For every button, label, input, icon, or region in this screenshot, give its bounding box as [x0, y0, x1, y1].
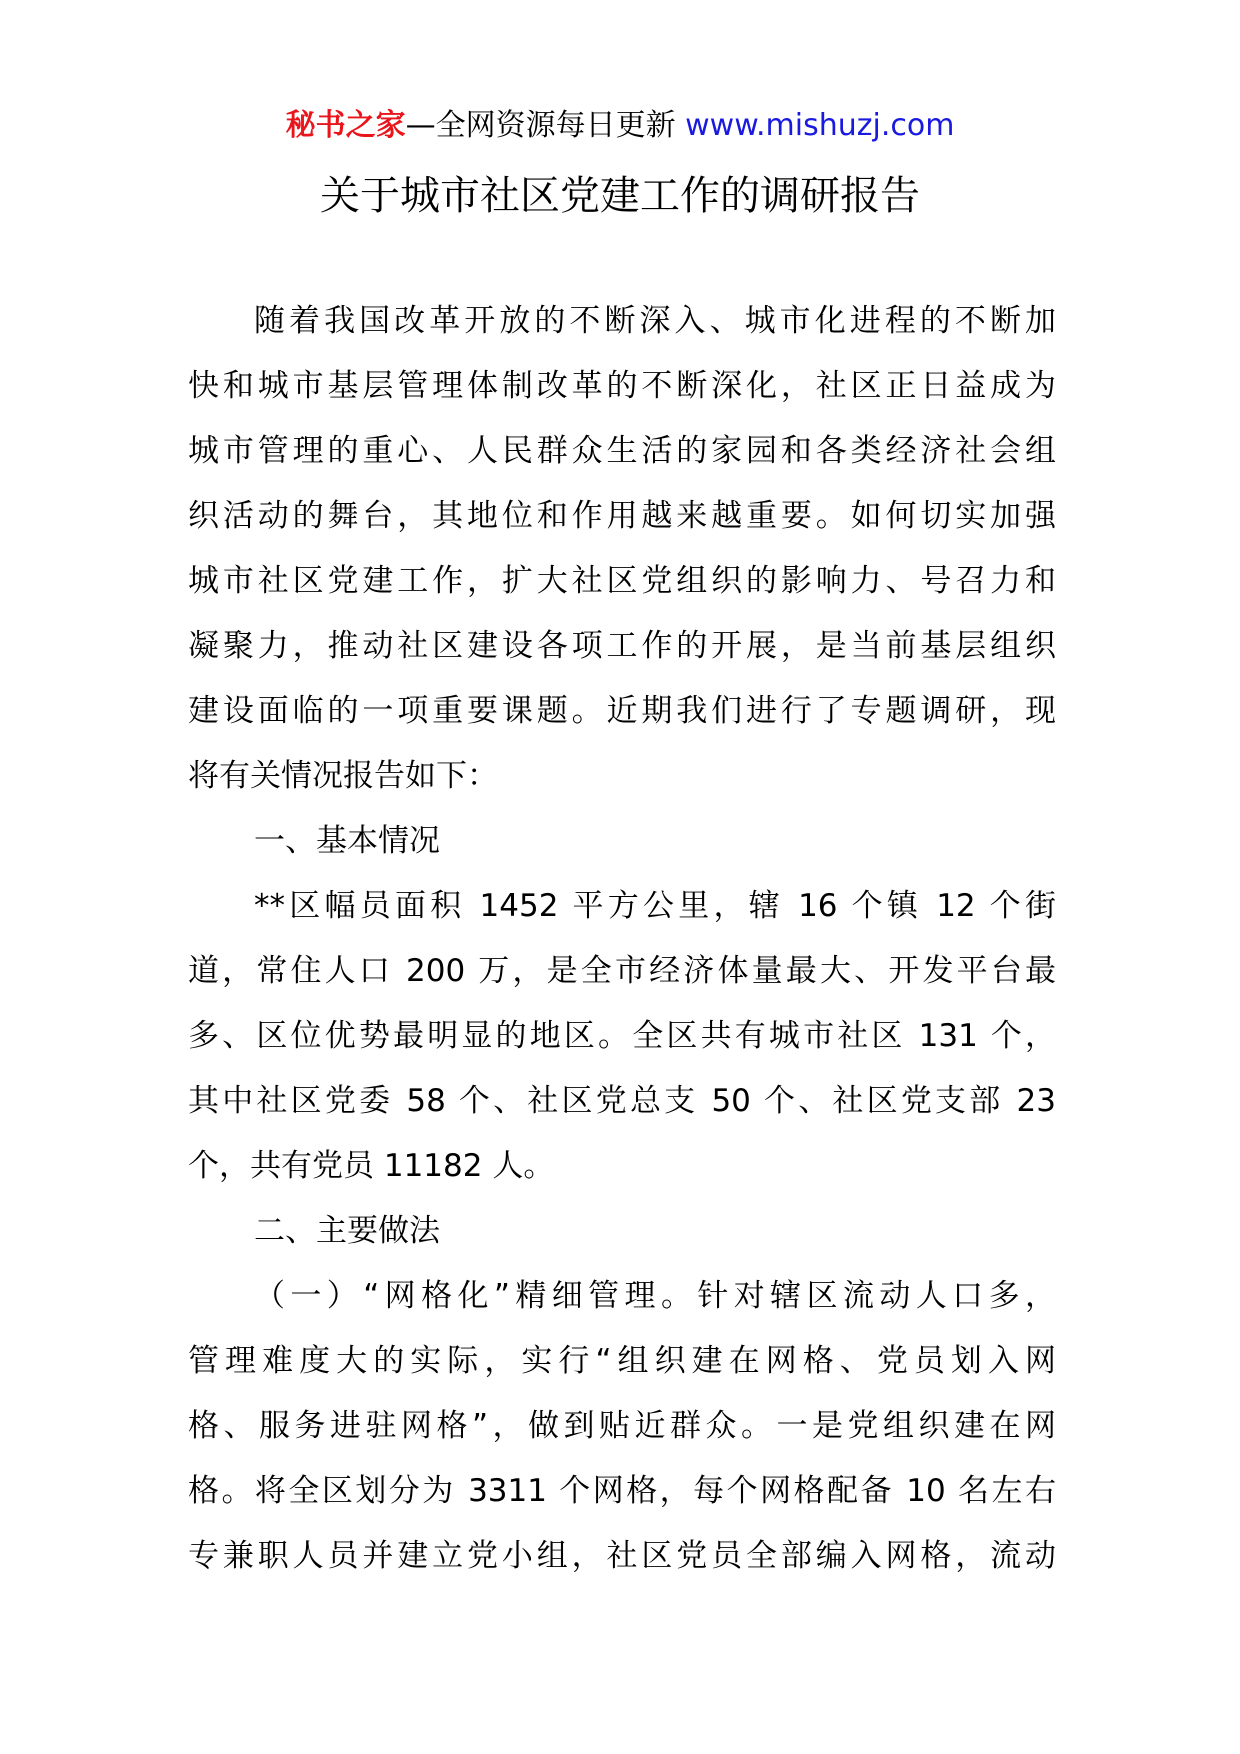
paragraph-line: 织活动的舞台，其地位和作用越来越重要。如何切实加强 [188, 498, 1056, 534]
paragraph-line: 城市社区党建工作，扩大社区党组织的影响力、号召力和 [188, 563, 1056, 599]
paragraph-line: 随着我国改革开放的不断深入、城市化进程的不断加 [254, 303, 1056, 339]
paragraph-line: （一）“网格化”精细管理。针对辖区流动人口多， [254, 1278, 1056, 1314]
paragraph-line: 将有关情况报告如下： [188, 758, 498, 794]
paragraph-line: 专兼职人员并建立党小组，社区党员全部编入网格，流动 [188, 1538, 1056, 1574]
paragraph-line: 个，共有党员 11182 人。 [188, 1148, 555, 1184]
paragraph-line: 多、区位优势最明显的地区。全区共有城市社区 131 个， [188, 1018, 1056, 1054]
paragraph-line: 管理难度大的实际，实行“组织建在网格、党员划入网 [188, 1343, 1056, 1379]
paragraph-line: **区幅员面积 1452 平方公里，辖 16 个镇 12 个街 [254, 888, 1056, 924]
paragraph-line: 凝聚力，推动社区建设各项工作的开展，是当前基层组织 [188, 628, 1056, 664]
paragraph-line: 建设面临的一项重要课题。近期我们进行了专题调研，现 [188, 693, 1056, 729]
site-url-link[interactable]: www.mishuzj.com [685, 108, 955, 143]
paragraph-line: 其中社区党委 58 个、社区党总支 50 个、社区党支部 23 [188, 1083, 1056, 1119]
paragraph-line: 道，常住人口 200 万，是全市经济体量最大、开发平台最 [188, 953, 1056, 989]
section-heading: 一、基本情况 [254, 823, 440, 859]
paragraph-line: 格。将全区划分为 3311 个网格，每个网格配备 10 名左右 [188, 1473, 1056, 1509]
paragraph-line: 城市管理的重心、人民群众生活的家园和各类经济社会组 [188, 433, 1056, 469]
paragraph-line: 快和城市基层管理体制改革的不断深化，社区正日益成为 [188, 368, 1056, 404]
paragraph-line: 格、服务进驻网格”，做到贴近群众。一是党组织建在网 [188, 1408, 1056, 1444]
document-title: 关于城市社区党建工作的调研报告 [320, 173, 920, 219]
section-heading: 二、主要做法 [254, 1213, 440, 1249]
header-tagline: —全网资源每日更新 [405, 108, 676, 143]
brand-name: 秘书之家 [285, 108, 406, 143]
document-body [188, 294, 1056, 1594]
site-header [0, 104, 1240, 148]
